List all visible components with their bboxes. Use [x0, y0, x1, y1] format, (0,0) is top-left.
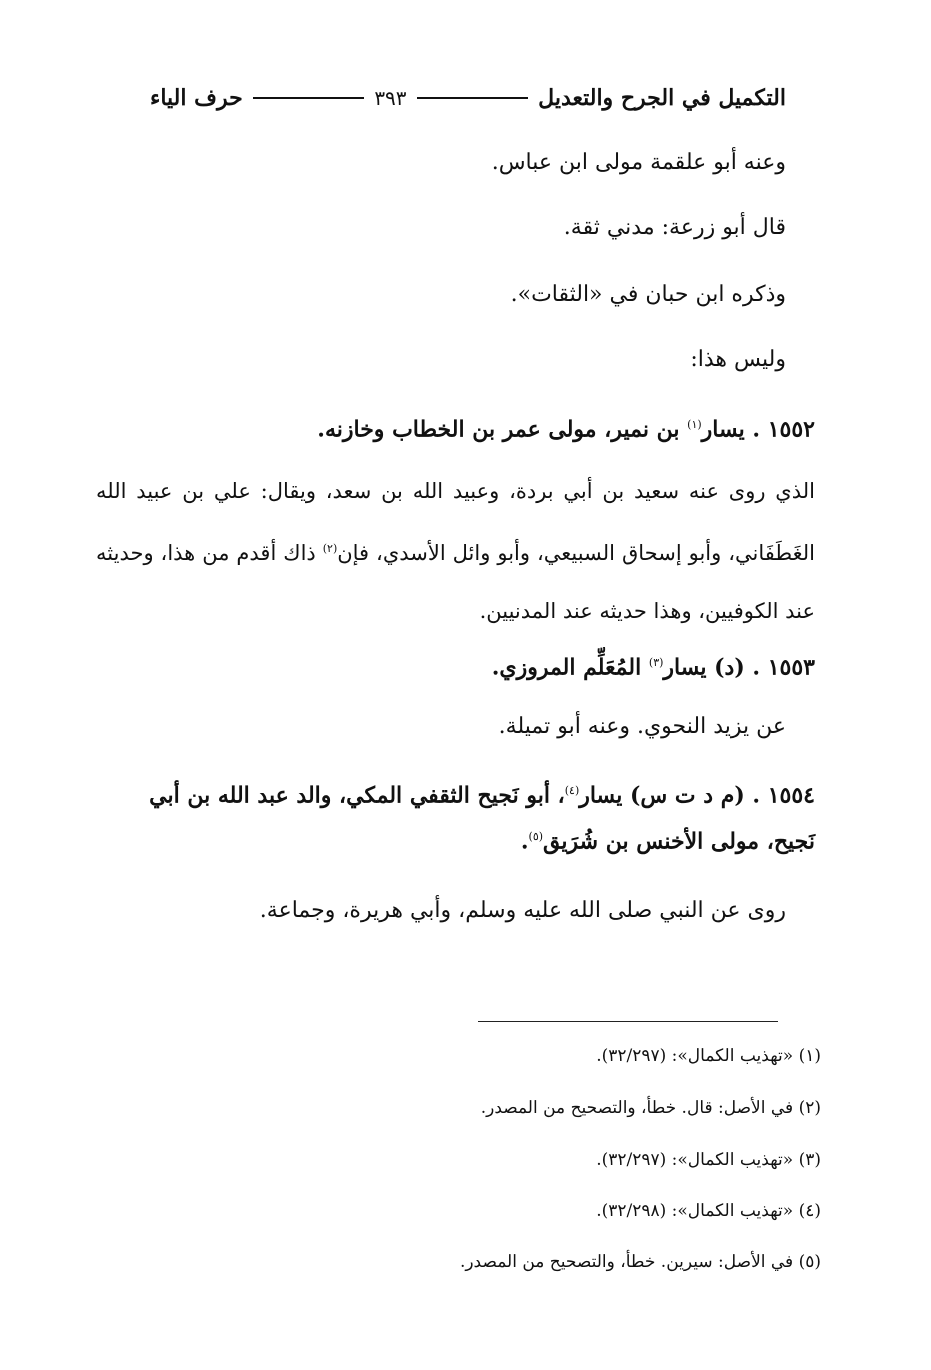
text-line: قال أبو زرعة: مدني ثقة.	[563, 215, 786, 240]
entry-title: بن نمير، مولى عمر بن الخطاب وخازنه.	[317, 416, 688, 443]
footnote-ref: (٣)	[648, 656, 664, 669]
entry-1554-heading	[96, 770, 815, 863]
header-dash	[253, 97, 365, 99]
paragraph-text: ذاك أقدم من هذا، وحديثه عند الكوفيين، وهذا حديثه عند المدنيين.	[96, 541, 815, 623]
entry-1553-heading	[492, 648, 815, 682]
running-header	[150, 78, 786, 118]
header-dash	[417, 97, 529, 99]
text-line: وذكره ابن حبان في «الثقات».	[510, 282, 786, 307]
footnote: (٤) «تهذيب الكمال»: (٣٢/٢٩٨).	[596, 1201, 821, 1221]
footnote-ref: (١)	[687, 418, 702, 431]
text-line: وعنه أبو علقمة مولى ابن عباس.	[491, 150, 786, 175]
entry-1554-body: روى عن النبي صلى الله عليه وسلم، وأبي هريرة، وجماعة.	[259, 898, 786, 923]
footnote-ref: (٢)	[322, 542, 338, 555]
footnote-ref: (٥)	[528, 830, 544, 844]
entry-title: ، أبو نَجيح الثقفي المكي، والد عبد الله بن أبي نَجيح، مولى الأخنس بن شُرَيق	[149, 782, 815, 855]
entry-title: المُعَلِّم المروزي.	[491, 654, 649, 681]
footnote: (٥) في الأصل: سيرين. خطأ، والتصحيح من المصدر.	[459, 1252, 821, 1272]
text-line: وليس هذا:	[690, 347, 786, 372]
entry-1552-body	[96, 462, 815, 640]
page-number: ٣٩٣	[374, 86, 407, 110]
footnote: (٣) «تهذيب الكمال»: (٣٢/٢٩٧).	[596, 1150, 821, 1170]
paragraph-text: الذي روى عنه سعيد بن أبي بردة، وعبيد الله بن سعد، ويقال: علي بن عبيد الله الغَطَفَاني، وأبو إسحاق السبيعي، وأبو وائل الأسدي، فإن	[96, 479, 815, 565]
entry-title-end: .	[520, 828, 529, 855]
entry-number: ١٥٥٣ . (د) يسار	[663, 654, 815, 681]
footnote-separator	[478, 1021, 778, 1022]
entry-number: ١٥٥٢ . يسار	[701, 416, 815, 443]
entry-number: ١٥٥٤ . (م د ت س) يسار	[579, 782, 815, 809]
footnote: (١) «تهذيب الكمال»: (٣٢/٢٩٧).	[596, 1046, 821, 1066]
book-title: التكميل في الجرح والتعديل	[538, 85, 786, 111]
footnote-ref: (٤)	[564, 784, 580, 797]
entry-1552-heading	[317, 410, 815, 444]
footnote: (٢) في الأصل: قال. خطأ، والتصحيح من المصدر.	[480, 1098, 821, 1118]
chapter-title: حرف الياء	[149, 85, 243, 111]
entry-1553-body: عن يزيد النحوي. وعنه أبو تميلة.	[498, 714, 786, 739]
